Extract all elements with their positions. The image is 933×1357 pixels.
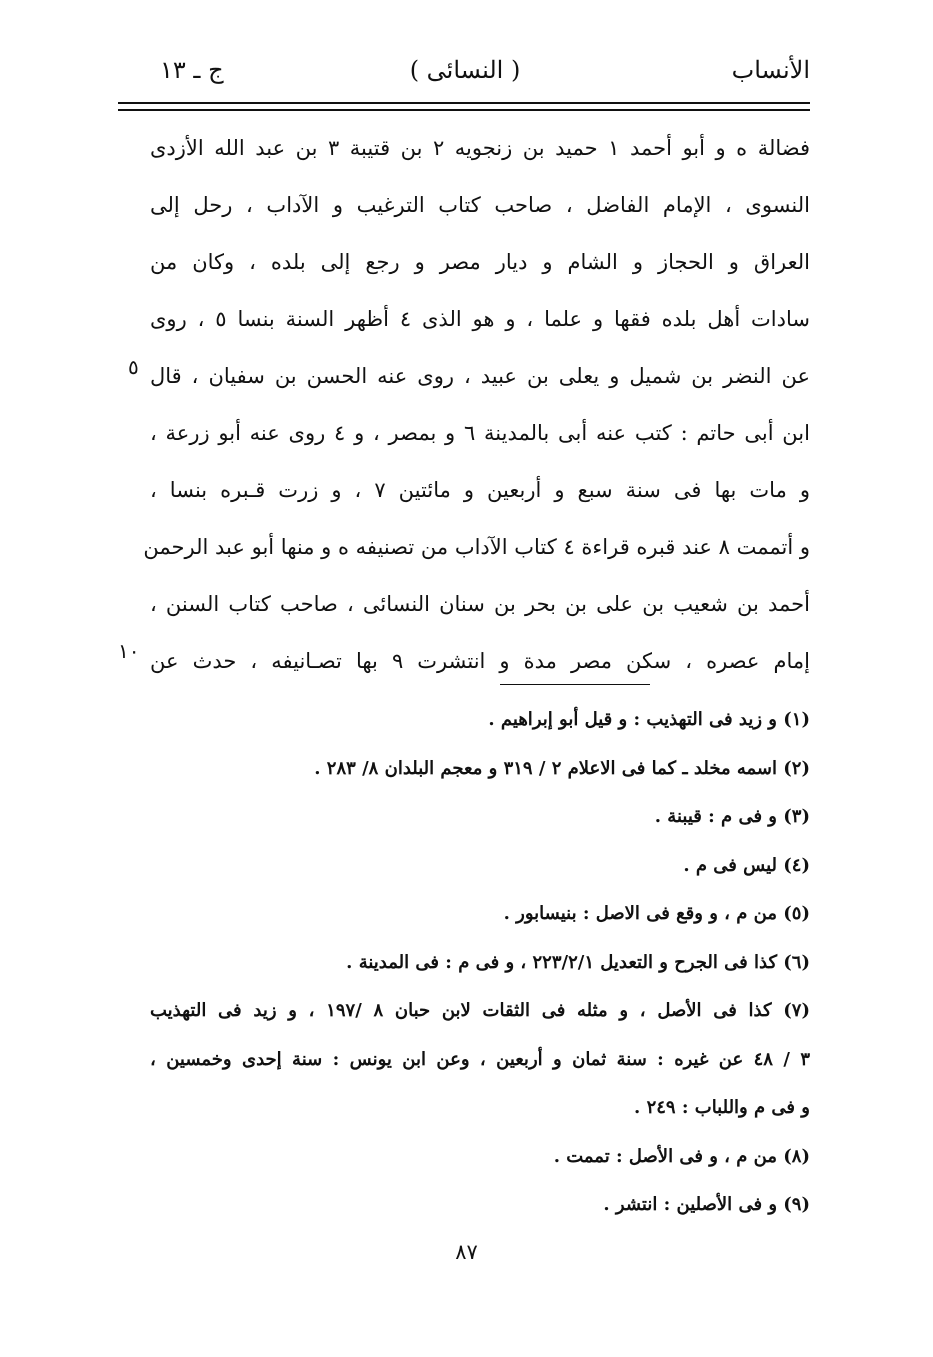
footnote: (٢) اسمه مخلد ـ كما فى الاعلام ٢ / ٣١٩ و معجم البلدان ٨/ ٢٨٣ . bbox=[314, 757, 810, 779]
footnote: (٥) من م ، و وقع فى الاصل : بنيسابور . bbox=[503, 903, 810, 924]
footnote: (٨) من م ، و فى الأصل : تممت . bbox=[553, 1145, 810, 1167]
text-line: سادات أهل بلده فقها و علما ، و هو الذى ٤ أظهر السنة بنسا ٥ ، روى bbox=[150, 307, 810, 331]
footnote: (٤) ليس فى م . bbox=[683, 854, 810, 876]
text-line: النسوى ، الإمام الفاضل ، صاحب كتاب الترغيب و الآداب ، رحل إلى bbox=[150, 193, 810, 217]
footnote-continuation: و فى م واللباب : ٢٤٩ . bbox=[634, 1097, 810, 1118]
text-line: ابن أبى حاتم : كتب عنه أبى بالمدينة ٦ و بمصر ، و ٤ روى عنه أبو زرعة ، bbox=[150, 421, 810, 445]
line-number-10: ١٠ bbox=[118, 639, 140, 663]
footnote-separator bbox=[500, 684, 650, 685]
footnote: (١) و زيد فى التهذيب : و قيل أبو إبراهيم . bbox=[488, 709, 810, 730]
text-line: فضالة ه و أبو أحمد ١ حميد بن زنجويه ٢ بن قتيبة ٣ بن عبد الله الأزدى bbox=[150, 136, 810, 160]
header-entry-title: ( النسائى ) bbox=[409, 56, 521, 84]
main-text bbox=[143, 120, 810, 690]
footnote: (٦) كذا فى الجرح و التعديل ٢٢٣/٢/١ ، و فى م : فى المدينة . bbox=[346, 951, 810, 973]
text-line: أحمد بن شعيب بن على بن بحر بن سنان النسائى ، صاحب كتاب السنن ، bbox=[150, 592, 810, 616]
text-line: و أتممت ٨ عند قبره قراءة ٤ كتاب الآداب من تصنيفه ه و منها أبو عبد الرحمن bbox=[143, 535, 810, 559]
text-line: العراق و الحجاز و الشام و ديار مصر و رجع إلى بلده ، وكان من bbox=[150, 250, 810, 274]
line-number-5: ٥ bbox=[128, 355, 139, 379]
header-volume-number: ج ـ ١٣ bbox=[160, 56, 224, 84]
header-rule-top bbox=[118, 102, 810, 104]
footnote: (٩) و فى الأصلين : انتشر . bbox=[603, 1194, 810, 1215]
text-line: عن النضر بن شميل و يعلى بن عبيد ، روى عنه الحسن بن سفيان ، قال bbox=[150, 364, 810, 388]
footnote: (٧) كذا فى الأصل ، و مثله فى الثقات لابن حبان ٨ /١٩٧ ، و زيد فى التهذيب bbox=[150, 1000, 810, 1021]
footnote-continuation: ٣ / ٤٨ عن غيره : سنة ثمان و أربعين ، وعن ابن يونس : سنة إحدى وخمسين ، bbox=[150, 1048, 810, 1070]
page-number: ٨٧ bbox=[455, 1240, 478, 1264]
header-section-title: الأنساب bbox=[731, 56, 810, 84]
text-line: إمام عصره ، سكن مصر مدة و انتشرت ٩ بها تصـانيفه ، حدث عن bbox=[150, 649, 810, 673]
footnotes bbox=[150, 696, 810, 1230]
running-header bbox=[120, 48, 810, 98]
header-rule-bottom bbox=[118, 109, 810, 111]
text-line: و مات بها فى سنة سبع و أربعين و مائتين ٧ ، و زرت قـبره بنسا ، bbox=[150, 478, 810, 502]
footnote: (٣) و فى م : قيبنة . bbox=[654, 806, 810, 827]
